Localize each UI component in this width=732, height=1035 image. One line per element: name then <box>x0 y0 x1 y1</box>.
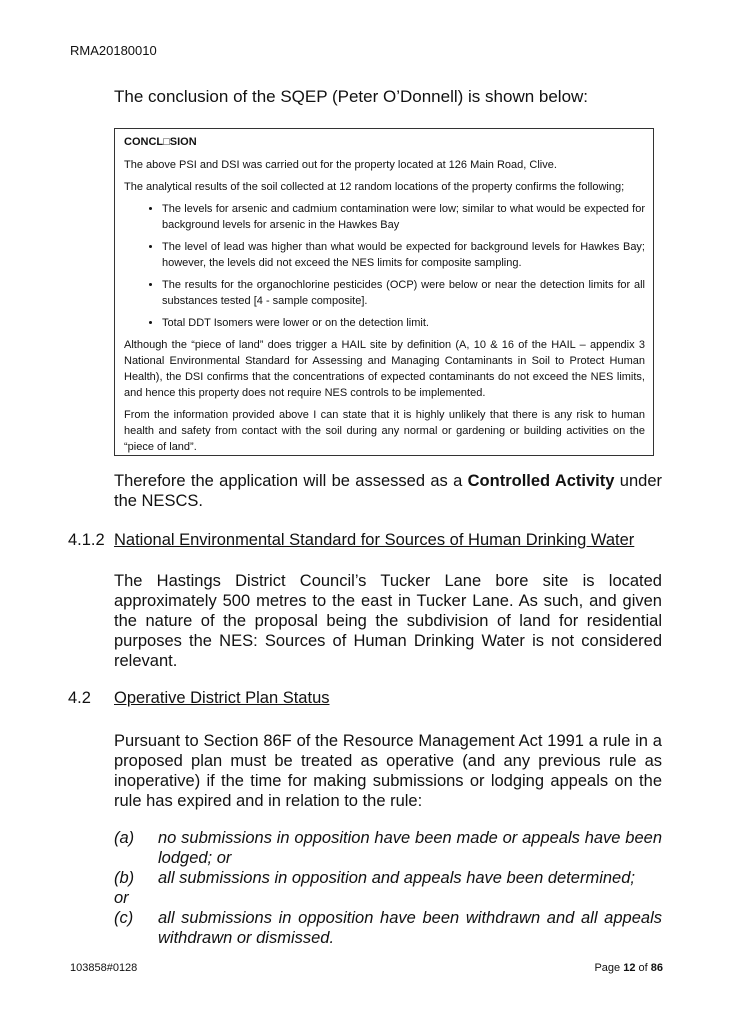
conclusion-para-3: Although the “piece of land” does trigger a HAIL site by definition (A, 10 & 16 of the HAIL – appendix 3 National Environmental Standard for Assessing and Managing Contaminants in Soil to Protect Human Health), the DSI confirms that the concentrations of expected contaminants do not exceed the NES limits, and hence this property does not require NES controls to be implemented. <box>124 339 645 399</box>
page-total: 86 <box>650 962 663 974</box>
assessment-activity-type: Controlled Activity <box>467 472 615 490</box>
section-heading: Operative District Plan Status <box>114 689 330 707</box>
list-item-label: (c) <box>114 909 134 927</box>
conclusion-para-1: The above PSI and DSI was carried out for the property located at 126 Main Road, Clive. <box>124 159 557 171</box>
assessment-text-before: Therefore the application will be assessed as a <box>114 472 468 490</box>
footer-reference: 103858#0128 <box>70 962 138 974</box>
intro-paragraph: The conclusion of the SQEP (Peter O’Donnell) is shown below: <box>114 87 589 106</box>
conclusion-para-2: The analytical results of the soil collected at 12 random locations of the property confirms the following; <box>124 181 625 193</box>
list-item-text: all submissions in opposition have been withdrawn and all appeals withdrawn or dismissed. <box>158 909 662 947</box>
page-number <box>560 962 663 974</box>
list-item-text: all submissions in opposition and appeals have been determined; <box>158 869 635 887</box>
assessment-paragraph <box>114 471 662 511</box>
bullet-item: • The levels for arsenic and cadmium contamination were low; similar to what would be expected for background levels for arsenic in the Hawkes Bay <box>162 201 645 233</box>
conclusion-box <box>114 128 654 456</box>
conclusion-bullet-list <box>124 201 645 331</box>
bullet-item: • The results for the organochlorine pesticides (OCP) were below or near the detection limits for all substances tested [4 - sample composite]. <box>162 277 645 309</box>
page-of: of <box>635 962 651 974</box>
page-prefix: Page <box>594 962 624 974</box>
conclusion-para-4: From the information provided above I can state that it is highly unlikely that there is any risk to human health and safety from contact with the soil during any normal or gardening or building activities on the “piece of land”. <box>124 409 645 453</box>
conclusion-title: CONCL□SION <box>124 136 197 148</box>
section-body: The Hastings District Council’s Tucker Lane bore site is located approximately 500 metres to the east in Tucker Lane. As such, and given the nature of the proposal being the subdivision of land for residential purposes the NES: Sources of Human Drinking Water is not considered relevant. <box>114 572 662 670</box>
section-number: 4.1.2 <box>68 531 105 549</box>
bullet-item: • The level of lead was higher than what would be expected for background levels for Hawkes Bay; however, the levels did not exceed the NES limits for composite sampling. <box>162 239 645 271</box>
assessment-text-after: under the NESCS. <box>114 472 662 510</box>
section-number: 4.2 <box>68 689 91 707</box>
list-item-label: (a) <box>114 829 135 847</box>
document-reference: RMA20180010 <box>70 43 157 58</box>
section-heading: National Environmental Standard for Sources of Human Drinking Water <box>114 531 635 549</box>
list-item-label: (b) <box>114 869 135 887</box>
list-item-text: no submissions in opposition have been made or appeals have been lodged; or <box>158 829 662 867</box>
bullet-item: • Total DDT Isomers were lower or on the detection limit. <box>162 315 645 331</box>
list-item-trail: or <box>114 889 129 907</box>
page-current: 12 <box>623 962 636 974</box>
section-body: Pursuant to Section 86F of the Resource Management Act 1991 a rule in a proposed plan must be treated as operative (and any previous rule as inoperative) if the time for making submissions or lodging appeals on the rule has expired and in relation to the rule: <box>114 732 662 810</box>
